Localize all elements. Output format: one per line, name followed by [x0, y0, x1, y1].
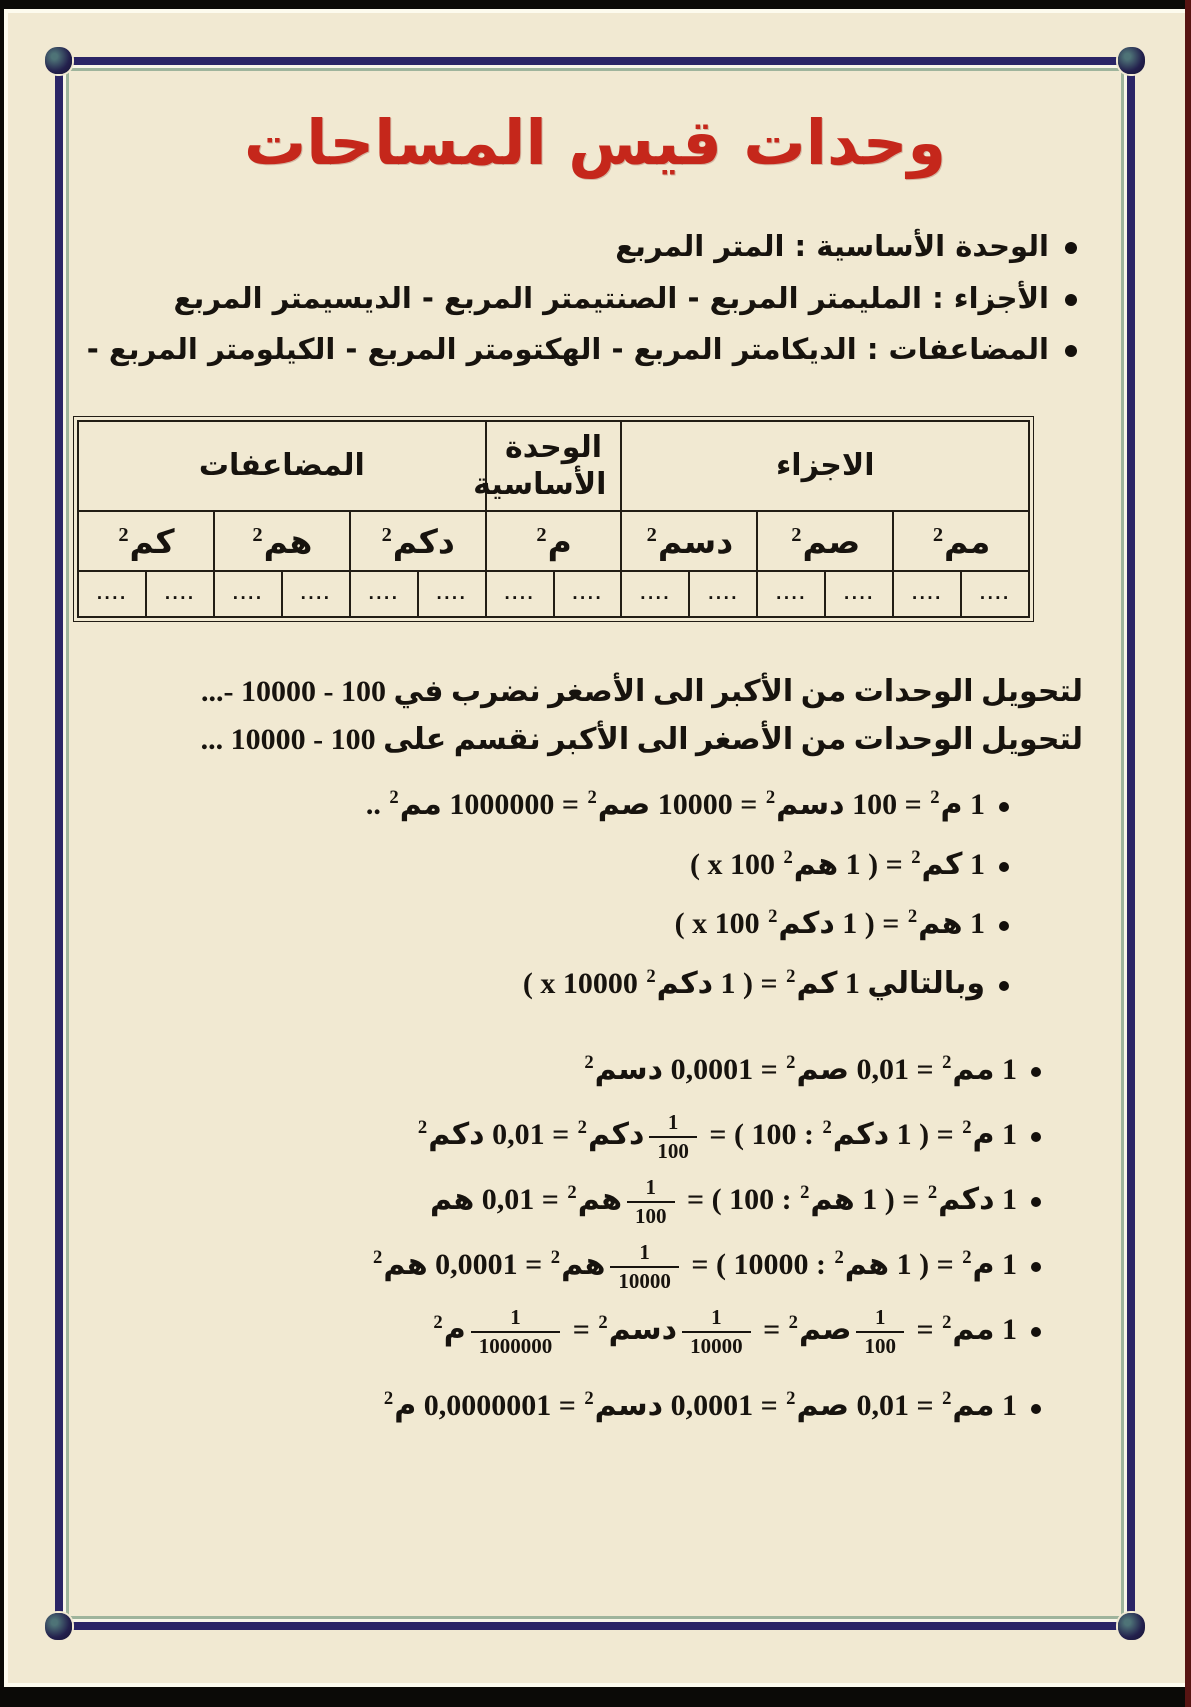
- intro-bullet-line: [79, 221, 1077, 273]
- superscript-2: 2: [932, 523, 944, 546]
- bullet-icon: [999, 862, 1009, 872]
- superscript-2: 2: [584, 1052, 594, 1074]
- page-right-edge: [1185, 0, 1191, 1707]
- superscript-2: 2: [383, 1388, 394, 1410]
- area-units-table: [77, 420, 1030, 618]
- frame-corner-ornament-top-left: [45, 47, 72, 74]
- equation-line: [63, 1383, 1041, 1433]
- intro-bullet-list: [79, 221, 1077, 376]
- superscript-2: 2: [550, 1247, 561, 1269]
- table-group-header: الاجزاء: [621, 421, 1029, 511]
- equation-content: 1 م$^2$ = ( 1 دكم$^2$ : 100 ) = $\frac{1}{100}$ دكم$^2$ = 0,01 دكم$^2$: [417, 1110, 1017, 1164]
- superscript-2: 2: [584, 1388, 594, 1410]
- table-dots-cell: ....: [689, 571, 757, 617]
- superscript-2: 2: [786, 1388, 796, 1410]
- superscript-2: 2: [118, 523, 129, 546]
- superscript-2: 2: [942, 1312, 952, 1334]
- superscript-2: 2: [800, 1182, 810, 1204]
- superscript-2: 2: [788, 1312, 798, 1334]
- table-unit-cell: دسم$^2$: [621, 511, 757, 571]
- fraction: [627, 1177, 675, 1227]
- bullet-icon: [1031, 1262, 1041, 1272]
- fraction-numerator: 1: [711, 1305, 722, 1330]
- table-dots-cell: ....: [214, 571, 282, 617]
- superscript-2: 2: [389, 787, 399, 809]
- equation-content: 1 دكم$^2$ = ( 1 هم$^2$ : 100 ) = $\frac{1}{100}$ هم$^2$ = 0,01 هم: [429, 1175, 1017, 1229]
- superscript-2: 2: [927, 1182, 938, 1204]
- superscript-2: 2: [567, 1182, 577, 1204]
- superscript-2: 2: [646, 523, 657, 546]
- bullet-icon: [1031, 1327, 1041, 1337]
- table-unit-cell: مم$^2$: [893, 511, 1029, 571]
- superscript-2: 2: [765, 787, 776, 809]
- table-dots-cell: ....: [418, 571, 486, 617]
- superscript-2: 2: [962, 1247, 972, 1269]
- superscript-2: 2: [930, 787, 940, 809]
- intro-text: الوحدة الأساسية : المتر المربع: [615, 229, 1049, 264]
- conversion-rules: [63, 668, 1083, 764]
- fraction: [649, 1112, 697, 1162]
- table-dots-cell: ....: [893, 571, 961, 617]
- superscript-2: 2: [417, 1117, 428, 1139]
- superscript-2: 2: [577, 1117, 587, 1139]
- fraction-numerator: 1: [667, 1110, 679, 1135]
- intro-text: الأجزاء : المليمتر المربع - الصنتيمتر المربع - الديسيمتر المربع: [173, 280, 1049, 315]
- table-dots-cell: ....: [146, 571, 214, 617]
- equation-content: 1 مم$^2$ = $\frac{1}{100}$ صم$^2$ = $\frac{1}{10000}$ دسم$^2$ = $\frac{1}{1000000}$ م$^2$: [433, 1305, 1017, 1359]
- equation-line: [63, 961, 1009, 1008]
- equation-content: 1 هم$^2$ = ( 1 دكم$^2$ x 100 ): [674, 906, 985, 941]
- fraction-denominator: 100: [649, 1136, 697, 1162]
- conversion-rule-line: لتحويل الوحدات من الأكبر الى الأصغر نضرب في 100 - 10000 -...: [200, 675, 1083, 709]
- superscript-2: 2: [786, 965, 796, 987]
- bullet-icon: [1031, 1132, 1041, 1142]
- superscript-2: 2: [768, 906, 778, 928]
- superscript-2: 2: [783, 846, 793, 868]
- bullet-icon: [1065, 294, 1077, 306]
- intro-bullet-line: [79, 273, 1077, 325]
- fraction-denominator: 10000: [682, 1331, 751, 1357]
- intro-text: المضاعفات : الديكامتر المربع - الهكتومتر المربع - الكيلومتر المربع -: [86, 332, 1049, 367]
- superscript-2: 2: [646, 965, 656, 987]
- superscript-2: 2: [907, 906, 918, 928]
- equation-content: 1 مم$^2$ = 0,01 صم$^2$ = 0,0001 دسم$^2$ = 0,0000001 م$^2$: [383, 1388, 1017, 1423]
- table-group-header: الوحدة الأساسية: [486, 421, 622, 511]
- fraction: [471, 1307, 561, 1357]
- table-group-header: المضاعفات: [78, 421, 486, 511]
- fraction-numerator: 1: [639, 1240, 650, 1265]
- bullet-icon: [1031, 1404, 1041, 1414]
- equation-line: [63, 842, 1009, 889]
- table-dots-cell: ....: [282, 571, 350, 617]
- equation-line: [63, 1047, 1041, 1097]
- equation-line: [63, 1242, 1041, 1292]
- equation-line: [63, 1112, 1041, 1162]
- equation-line: [63, 1177, 1041, 1227]
- superscript-2: 2: [791, 523, 802, 546]
- table-dots-cell: ....: [825, 571, 893, 617]
- superscript-2: 2: [834, 1247, 844, 1269]
- bullet-icon: [999, 981, 1009, 991]
- table-unit-cell: كم$^2$: [78, 511, 214, 571]
- equation-content: وبالتالي 1 كم$^2$ = ( 1 دكم$^2$ x 10000 ): [522, 965, 985, 1000]
- fraction-denominator: 100: [627, 1201, 675, 1227]
- equation-line: [63, 1307, 1041, 1357]
- bullet-icon: [1065, 345, 1077, 357]
- table-dots-cell: ....: [486, 571, 554, 617]
- frame-corner-ornament-top-right: [1118, 47, 1145, 74]
- bullet-icon: [1031, 1067, 1041, 1077]
- equation-content: 1 م$^2$ = ( 1 هم$^2$ : 10000 ) = $\frac{1}{10000}$ هم$^2$ = 0,0001 هم$^2$: [373, 1240, 1017, 1294]
- superscript-2: 2: [786, 1052, 796, 1074]
- superscript-2: 2: [587, 787, 597, 809]
- bullet-icon: [999, 802, 1009, 812]
- intro-bullet-line: [79, 324, 1077, 376]
- table-dots-cell: ....: [621, 571, 689, 617]
- decorative-frame: [55, 57, 1135, 1630]
- table-dots-cell: ....: [554, 571, 622, 617]
- equation-content: 1 م$^2$ = 100 دسم$^2$ = 10000 صم$^2$ = 1000000 مم$^2$ ..: [365, 787, 985, 822]
- table-unit-cell: صم$^2$: [757, 511, 893, 571]
- superscript-2: 2: [942, 1388, 952, 1410]
- bullet-icon: [999, 921, 1009, 931]
- superscript-2: 2: [373, 1247, 383, 1269]
- table-unit-cell: دكم$^2$: [350, 511, 486, 571]
- equation-content: 1 مم$^2$ = 0,01 صم$^2$ = 0,0001 دسم$^2$: [584, 1052, 1017, 1087]
- conversion-rule-line: لتحويل الوحدات من الأصغر الى الأكبر نقسم على 100 - 10000 ...: [200, 723, 1083, 757]
- fraction-numerator: 1: [645, 1175, 657, 1200]
- fraction-denominator: 10000: [610, 1266, 679, 1292]
- equation-line: [63, 901, 1009, 948]
- equations-group-divide: [63, 1047, 1041, 1433]
- table-dots-cell: ....: [961, 571, 1029, 617]
- superscript-2: 2: [942, 1052, 952, 1074]
- table-dots-cell: ....: [757, 571, 825, 617]
- fraction-denominator: 1000000: [471, 1331, 561, 1357]
- superscript-2: 2: [536, 523, 547, 546]
- equation-content: 1 كم$^2$ = ( 1 هم$^2$ x 100 ): [690, 846, 985, 881]
- fraction-numerator: 1: [510, 1305, 521, 1330]
- fraction: [856, 1307, 904, 1357]
- table-dots-cell: ....: [350, 571, 418, 617]
- table-unit-cell: هم$^2$: [214, 511, 350, 571]
- superscript-2: 2: [433, 1312, 443, 1334]
- table-dots-cell: ....: [78, 571, 146, 617]
- equation-line: [63, 782, 1009, 829]
- superscript-2: 2: [962, 1117, 972, 1139]
- superscript-2: 2: [381, 523, 392, 546]
- superscript-2: 2: [598, 1312, 608, 1334]
- equations-group-multiply: [63, 782, 1009, 1007]
- page-content: [63, 106, 1127, 1666]
- bullet-icon: [1031, 1197, 1041, 1207]
- page-title: وحدات قيس المساحات: [243, 106, 947, 179]
- bullet-icon: [1065, 242, 1077, 254]
- superscript-2: 2: [822, 1117, 832, 1139]
- fraction: [610, 1242, 679, 1292]
- superscript-2: 2: [911, 846, 921, 868]
- fraction: [682, 1307, 751, 1357]
- superscript-2: 2: [252, 523, 263, 546]
- table-unit-cell: م$^2$: [486, 511, 622, 571]
- fraction-numerator: 1: [874, 1305, 886, 1330]
- paper: [8, 13, 1185, 1683]
- fraction-denominator: 100: [856, 1331, 904, 1357]
